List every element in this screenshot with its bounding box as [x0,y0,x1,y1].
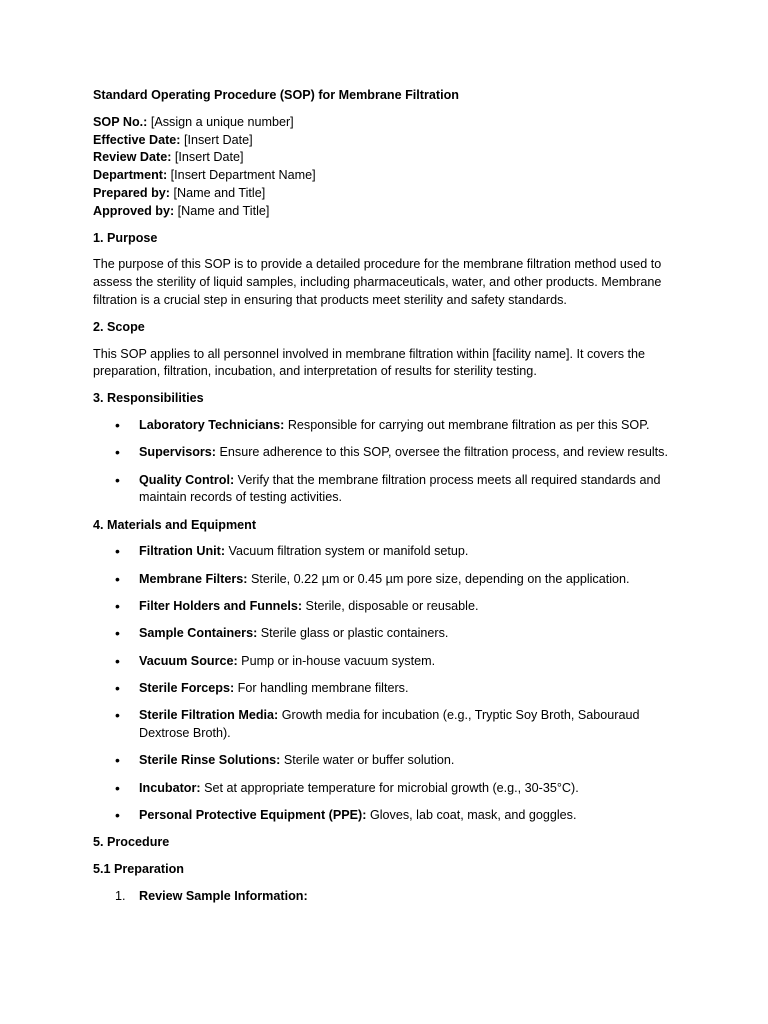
bullet-icon: • [115,707,120,724]
bullet-icon: • [115,779,120,796]
list-item [93,707,680,743]
meta-label: Department: [93,168,168,183]
item-text: Sterile, 0.22 µm or 0.45 µm pore size, depending on the application. [247,571,630,586]
item-text: Growth media for incubation (e.g., Tryptic Soy Broth, Sabouraud Dextrose Broth). [139,708,640,741]
list-item [93,444,680,462]
bullet-icon: • [115,471,120,488]
bullet-icon: • [115,598,120,615]
section-heading-scope: 2. Scope [93,319,145,334]
meta-prepared-by [93,185,680,203]
list-item [93,653,680,671]
item-text: Sterile glass or plastic containers. [257,626,449,641]
meta-label: Effective Date: [93,132,181,147]
list-item [93,625,680,643]
meta-department [93,167,680,185]
section-heading-responsibilities: 3. Responsibilities [93,391,204,406]
meta-value: [Insert Department Name] [167,168,316,183]
bullet-icon: • [115,543,120,560]
meta-value: [Insert Date] [180,132,253,147]
meta-value: [Name and Title] [174,203,270,218]
item-text: Pump or in-house vacuum system. [237,653,436,668]
list-item [93,807,680,825]
procedure-steps [93,888,680,906]
section-heading-materials: 4. Materials and Equipment [93,517,257,532]
list-item [93,752,680,770]
meta-label: Review Date: [93,150,172,165]
bullet-icon: • [115,652,120,669]
item-term: Quality Control: [139,472,235,487]
bullet-icon: • [115,679,120,696]
subsection-heading-preparation: 5.1 Preparation [93,862,184,876]
item-term: Filtration Unit: [139,544,226,559]
meta-approved-by [93,203,680,221]
list-item [93,417,680,435]
item-text: Ensure adherence to this SOP, oversee the filtration process, and review results. [216,445,668,460]
item-term: Sterile Rinse Solutions: [139,753,281,768]
bullet-icon: • [115,752,120,769]
list-item [93,780,680,798]
bullet-icon: • [115,444,120,461]
item-term: Vacuum Source: [139,653,238,668]
item-term: Incubator: [139,780,201,795]
meta-value: [Name and Title] [170,185,266,200]
item-term: Laboratory Technicians: [139,417,285,432]
item-term: Sterile Filtration Media: [139,708,279,723]
item-term: Sample Containers: [139,626,258,641]
list-item [93,543,680,561]
responsibilities-list [93,417,680,507]
bullet-icon: • [115,416,120,433]
section-heading-purpose: 1. Purpose [93,230,158,245]
list-item [93,472,680,508]
sop-metadata [93,114,680,221]
meta-sop-number [93,114,680,132]
item-text: Vacuum filtration system or manifold setup. [225,544,469,559]
meta-value: [Insert Date] [171,150,244,165]
item-text: Verify that the membrane filtration process meets all required standards and maintain records of testing activities. [139,472,661,505]
item-term: Sterile Forceps: [139,680,235,695]
item-term: Personal Protective Equipment (PPE): [139,807,367,822]
purpose-paragraph: The purpose of this SOP is to provide a detailed procedure for the membrane filtration method used to assess the sterility of liquid samples, including pharmaceuticals, water, and other products. Membrane filtration is a crucial step in ensuring that products meet sterility and safety standards. [93,257,662,307]
list-item [93,571,680,589]
meta-value: [Assign a unique number] [147,114,294,129]
list-item [93,680,680,698]
section-heading-procedure: 5. Procedure [93,835,170,850]
item-text: Gloves, lab coat, mask, and goggles. [366,807,577,822]
meta-effective-date [93,132,680,150]
step-item [93,888,680,906]
step-number: 1. [115,888,126,903]
item-text: Responsible for carrying out membrane filtration as per this SOP. [284,417,650,432]
item-text: Sterile, disposable or reusable. [302,599,479,614]
step-term: Review Sample Information: [139,888,308,903]
item-term: Filter Holders and Funnels: [139,599,303,614]
scope-paragraph: This SOP applies to all personnel involved in membrane filtration within [facility name]. It covers the preparation, filtration, incubation, and interpretation of results for sterility testing. [93,346,646,379]
item-text: For handling membrane filters. [234,680,409,695]
meta-review-date [93,149,680,167]
item-term: Supervisors: [139,445,216,460]
meta-label: SOP No.: [93,114,148,129]
meta-label: Prepared by: [93,185,170,200]
list-item [93,598,680,616]
bullet-icon: • [115,806,120,823]
bullet-icon: • [115,570,120,587]
meta-label: Approved by: [93,203,175,218]
item-term: Membrane Filters: [139,571,248,586]
item-text: Set at appropriate temperature for microbial growth (e.g., 30-35°C). [200,780,579,795]
materials-list [93,543,680,824]
bullet-icon: • [115,625,120,642]
item-text: Sterile water or buffer solution. [280,753,455,768]
document-title: Standard Operating Procedure (SOP) for Membrane Filtration [93,88,459,102]
